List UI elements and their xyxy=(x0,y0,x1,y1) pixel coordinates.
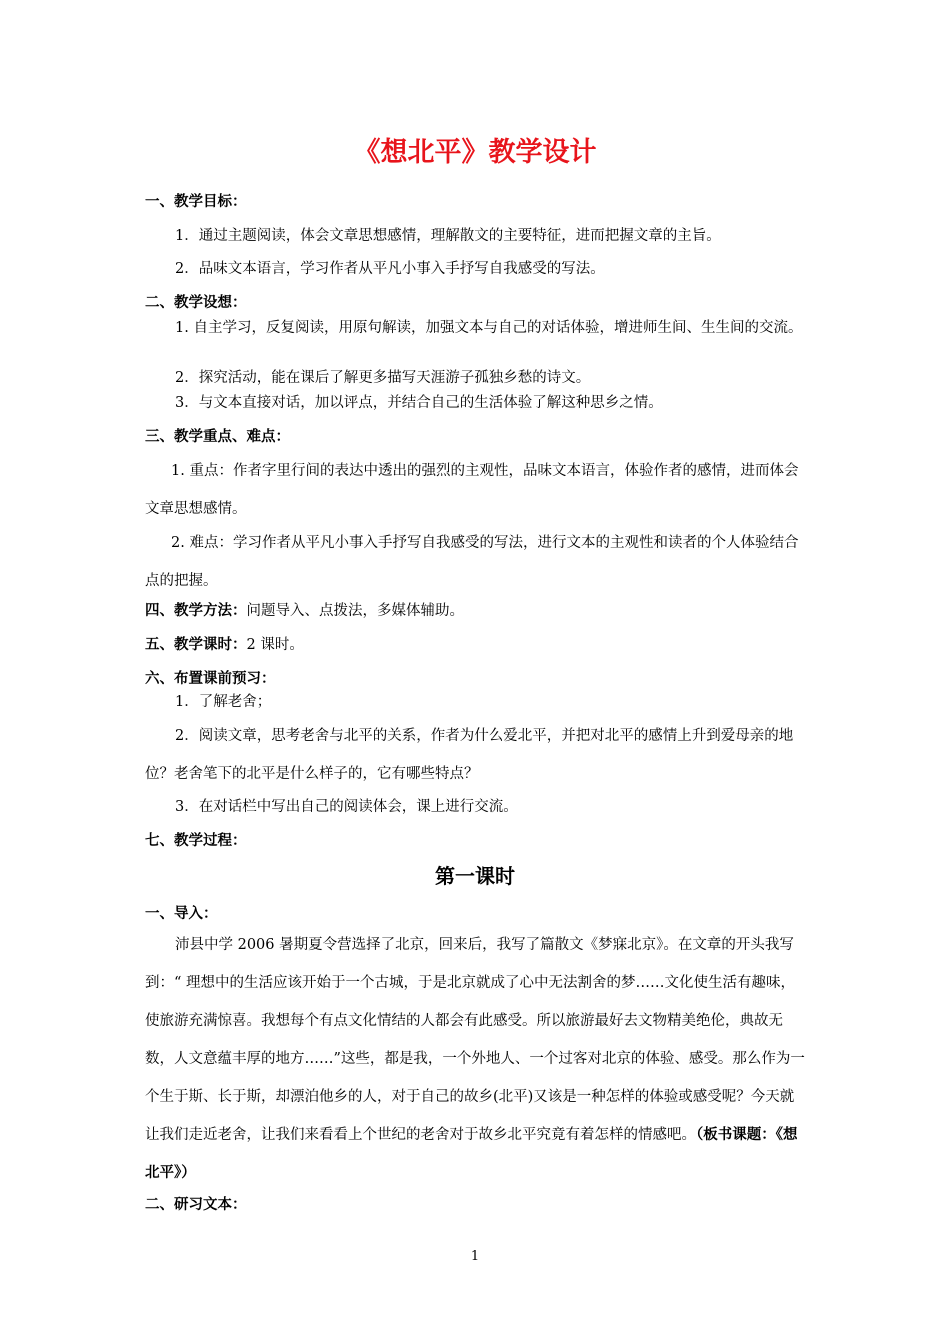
section-heading-intro: 一、导入： xyxy=(145,906,218,922)
goal-2: 2．品味文本语言，学习作者从平凡小事入手抒写自我感受的写法。 xyxy=(175,261,605,277)
hours-line xyxy=(145,635,807,655)
section-heading-process: 七、教学过程： xyxy=(145,833,247,849)
preview-1: 1．了解老舍； xyxy=(175,694,272,710)
preview-2: 2．阅读文章，思考老舍与北平的关系，作者为什么爱北平，并把对北平的感情上升到爱母亲的地位？老舍笔下的北平是什么样子的，它有哪些特点？ xyxy=(145,728,794,782)
preview-3: 3．在对话栏中写出自己的阅读体会，课上进行交流。 xyxy=(175,799,518,815)
section-heading-methods: 四、教学方法： xyxy=(145,603,247,619)
section-heading-study: 二、研习文本： xyxy=(145,1197,247,1213)
design-2: 2．探究活动，能在课后了解更多描写天涯游子孤独乡愁的诗文。 xyxy=(175,370,591,386)
section-heading-hours: 五、教学课时： xyxy=(145,637,247,653)
intro-paragraph xyxy=(145,926,807,1192)
document-title: 《想北平》教学设计 xyxy=(353,137,597,168)
page-number: 1 xyxy=(470,1249,480,1264)
lesson-heading: 第一课时 xyxy=(435,864,515,888)
design-1: 1. 自主学习，反复阅读，用原句解读，加强文本与自己的对话体验，增进师生间、生生间的交流。 xyxy=(175,320,803,336)
section-heading-goals: 一、教学目标： xyxy=(145,194,247,210)
goal-1: 1．通过主题阅读，体会文章思想感情，理解散文的主要特征，进而把握文章的主旨。 xyxy=(175,228,721,244)
methods-line xyxy=(145,601,807,621)
section-heading-key-points: 三、教学重点、难点： xyxy=(145,429,290,445)
section-heading-preview: 六、布置课前预习： xyxy=(145,671,276,687)
hours-text: 2 课时。 xyxy=(246,637,304,653)
board-note: （板书课题：《想北平》） xyxy=(145,1127,798,1181)
design-3: 3．与文本直接对话，加以评点，并结合自己的生活体验了解这种思乡之情。 xyxy=(175,395,663,411)
intro-text: 沛县中学 2006 暑期夏令营选择了北京，回来后，我写了篇散文《梦寐北京》。在文章的开头我写到：“ 理想中的生活应该开始于一个古城，于是北京就成了心中无法割舍的梦……文化使生活有趣味，使旅游充满惊喜。我想每个有点文化情结的人都会有此感受。所以旅游最好去文物精美绝伦，典故无数，人文意蕴丰厚的地方……”这些，都是我，一个外地人、一个过客对北京的体验、感受。那么作为一个生于斯、长于斯，却漂泊他乡的人，对于自己的故乡(北平)又该是一种怎样的体验或感受呢？今天就让我们走近老舍，让我们来看看上个世纪的老舍对于故乡北平究竟有着怎样的情感吧。 xyxy=(145,937,805,1143)
section-heading-design: 二、教学设想： xyxy=(145,295,247,311)
methods-text: 问题导入、点拨法，多媒体辅助。 xyxy=(246,603,464,619)
key-point: 1. 重点：作者字里行间的表达中透出的强烈的主观性，品味文本语言，体验作者的感情，进而体会文章思想感情。 xyxy=(145,463,799,517)
difficult-point: 2. 难点：学习作者从平凡小事入手抒写自我感受的写法，进行文本的主观性和读者的个人体验结合点的把握。 xyxy=(145,535,799,589)
